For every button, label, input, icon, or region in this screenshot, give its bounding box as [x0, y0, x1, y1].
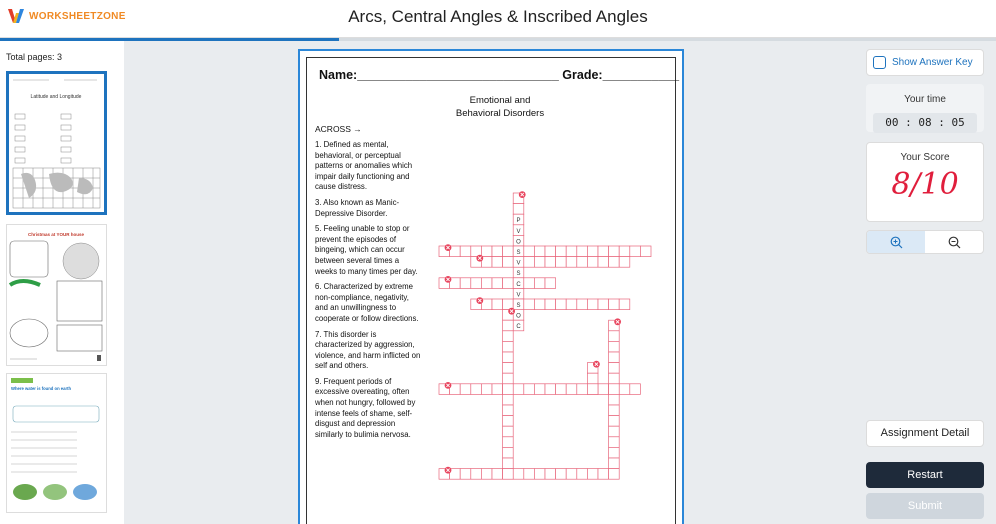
zoom-controls: [866, 230, 984, 254]
page-title: Arcs, Central Angles & Inscribed Angles: [348, 7, 648, 26]
crossword-cell-down[interactable]: [503, 341, 514, 352]
name-grade-line: Name:_____________________________ Grade:___________: [319, 68, 680, 82]
crossword-cell-down[interactable]: [503, 405, 514, 416]
top-header: [0, 0, 996, 38]
crossword-cell-down[interactable]: [609, 341, 620, 352]
crossword-cell-down[interactable]: [587, 373, 598, 384]
crossword-cell-across[interactable]: [556, 299, 567, 310]
crossword-cell-down[interactable]: [609, 331, 620, 342]
show-answer-key-label: Show Answer Key: [892, 57, 973, 68]
crossword-cell-across[interactable]: [545, 384, 556, 395]
thumbnail-page-1-preview: [9, 74, 104, 212]
score-panel: [866, 142, 984, 222]
worksheet-title: Emotional and Behavioral Disorders: [455, 95, 545, 119]
crossword-cell-across[interactable]: [598, 299, 609, 310]
submit-button: Submit: [866, 493, 984, 519]
wrong-answer-icon: [445, 467, 452, 474]
crossword-cell-across[interactable]: [556, 246, 567, 257]
crossword-cell-across[interactable]: [556, 257, 567, 268]
crossword-cell-across[interactable]: [481, 278, 492, 289]
wrong-answer-icon: [508, 308, 515, 315]
crossword-cell-across[interactable]: [481, 384, 492, 395]
crossword-cell-down[interactable]: [609, 458, 620, 469]
zoom-in-button[interactable]: [867, 231, 925, 253]
wrong-answer-icon: [614, 318, 621, 325]
clue-6: 6. Characterized by extreme non-compliance, negativity, and an unwillingness to cooperate or follow directions.: [315, 282, 419, 323]
crossword-cell-across[interactable]: [503, 278, 514, 289]
crossword-cell-down[interactable]: [609, 405, 620, 416]
crossword-cell-across[interactable]: [609, 299, 620, 310]
crossword-cell-across[interactable]: [534, 469, 545, 480]
crossword-cell-across[interactable]: [577, 469, 588, 480]
thumbnail-page-3[interactable]: [6, 373, 107, 513]
crossword-cell-across[interactable]: [587, 257, 598, 268]
wrong-answer-icon: [593, 361, 600, 368]
crossword-cell-down[interactable]: [587, 384, 598, 395]
crossword-cell-across[interactable]: [577, 246, 588, 257]
crossword-cell-across[interactable]: [481, 469, 492, 480]
crossword-cell-across[interactable]: [598, 257, 609, 268]
crossword-cell-across[interactable]: [556, 469, 567, 480]
wrong-answer-icon: [476, 255, 483, 262]
crossword-cell-across[interactable]: [534, 299, 545, 310]
clue-9: 9. Frequent periods of excessive overeating, often when not hungry, followed by intense feels of shame, self-disgust and depression similarly to bulimia nervosa.: [315, 376, 416, 439]
crossword-cell-across[interactable]: [619, 299, 630, 310]
timer-display: 00 : 08 : 05: [873, 113, 977, 133]
crossword-cell-down[interactable]: [503, 458, 514, 469]
crossword-cell-across[interactable]: [492, 246, 503, 257]
crossword-cell-down[interactable]: [503, 352, 514, 363]
thumbnail-page-1[interactable]: [6, 71, 107, 215]
crossword-cell-across[interactable]: [492, 299, 503, 310]
answer-key-checkbox[interactable]: [873, 56, 886, 69]
crossword-cell-across[interactable]: [545, 246, 556, 257]
crossword-letter: S: [516, 271, 521, 278]
assignment-detail-button[interactable]: Assignment Detail: [866, 420, 984, 447]
your-score-label: Your Score: [900, 152, 950, 163]
crossword-cell-across[interactable]: [460, 278, 471, 289]
crossword-cell-across[interactable]: [587, 469, 598, 480]
clue-7: 7. This disorder is characterized by aggression, violence, and harm inflicted on self and others.: [315, 329, 421, 371]
wrong-answer-icon: [445, 244, 452, 251]
thumbnail-page-1-title: Latitude and Longitude: [30, 94, 82, 100]
crossword-letter: V: [516, 260, 521, 267]
crossword-letter: V: [516, 292, 521, 299]
crossword-cell-down[interactable]: [609, 352, 620, 363]
crossword-cell-down[interactable]: [503, 447, 514, 458]
crossword-cell-across[interactable]: [471, 278, 482, 289]
crossword-cell-across[interactable]: [598, 246, 609, 257]
crossword-cell-across[interactable]: [524, 257, 535, 268]
crossword-cell-across[interactable]: [534, 384, 545, 395]
page-thumbnail-sidebar: [0, 41, 124, 524]
crossword-cell-across[interactable]: [513, 469, 524, 480]
crossword-letter: O: [516, 239, 521, 246]
worksheet-border: [306, 57, 680, 524]
crossword-cell-across[interactable]: [587, 246, 598, 257]
crossword-cell-across[interactable]: [566, 246, 577, 257]
crossword-letter: S: [516, 302, 521, 309]
crossword-cell-across[interactable]: [545, 469, 556, 480]
thumbnail-page-2-preview: [7, 225, 106, 365]
crossword-cell-across[interactable]: [534, 246, 545, 257]
right-sidebar: [860, 41, 996, 524]
crossword-cell-down[interactable]: [503, 416, 514, 427]
thumbnail-page-3-title: Where water is found on earth: [11, 386, 72, 391]
crossword-cell-down[interactable]: [503, 363, 514, 374]
logo-text: WORKSHEETZONE: [29, 10, 126, 22]
crossword-cell-across[interactable]: [524, 299, 535, 310]
crossword-cell-across[interactable]: [619, 246, 630, 257]
crossword-cell-across[interactable]: [524, 469, 535, 480]
crossword-letter: O: [516, 313, 521, 320]
crossword-letter: C: [516, 281, 521, 288]
crossword-cell-across[interactable]: [471, 384, 482, 395]
clue-3: 3. Also known as Manic-Depressive Disorder.: [315, 197, 400, 218]
crossword-cell-across[interactable]: [566, 384, 577, 395]
crossword-cell-across[interactable]: [460, 246, 471, 257]
crossword-letter: P: [516, 218, 521, 225]
clue-5: 5. Feeling unable to stop or prevent the episodes of bingeing, which can occur between several times a weeks to many times per day.: [315, 224, 418, 276]
thumbnail-page-3-preview: [7, 374, 106, 512]
crossword-cell-across[interactable]: [545, 257, 556, 268]
show-answer-key-toggle[interactable]: [866, 49, 984, 76]
crossword-cell-down[interactable]: [503, 331, 514, 342]
crossword-cell-across[interactable]: [619, 384, 630, 395]
zoom-out-button[interactable]: [925, 231, 983, 253]
crossword-cell-across[interactable]: [492, 469, 503, 480]
crossword-cell-down[interactable]: [503, 373, 514, 384]
wrong-answer-icon: [476, 297, 483, 304]
crossword-cell-across[interactable]: [524, 246, 535, 257]
wrong-answer-icon: [519, 191, 526, 198]
crossword-cell-down[interactable]: [609, 469, 620, 480]
crossword-cell-across[interactable]: [460, 384, 471, 395]
crossword-cell-across[interactable]: [566, 257, 577, 268]
crossword-cell-across[interactable]: [492, 278, 503, 289]
crossword-cell-across[interactable]: [534, 278, 545, 289]
clue-1: 1. Defined as mental, behavioral, or perceptual patterns or anomalies which impair daily functioning and cause distress.: [315, 140, 413, 192]
crossword-cell-across[interactable]: [534, 257, 545, 268]
total-pages-label: Total pages: 3: [6, 52, 63, 62]
crossword-cell-across[interactable]: [471, 469, 482, 480]
crossword-cell-across[interactable]: [460, 469, 471, 480]
crossword-cell-across[interactable]: [577, 257, 588, 268]
crossword-cell-across[interactable]: [619, 257, 630, 268]
wrong-answer-icon: [445, 382, 452, 389]
crossword-cell-across[interactable]: [524, 384, 535, 395]
crossword-cell-across[interactable]: [630, 384, 641, 395]
crossword-cell-down[interactable]: [503, 320, 514, 331]
crossword-cell-down[interactable]: [513, 204, 524, 215]
crossword-cell-down[interactable]: [503, 426, 514, 437]
across-heading: ACROSS →: [315, 124, 362, 134]
crossword-cell-down[interactable]: [609, 426, 620, 437]
crossword-cell-across[interactable]: [503, 257, 514, 268]
zoom-out-icon: [948, 236, 961, 249]
thumbnail-page-2[interactable]: [6, 224, 107, 366]
restart-button[interactable]: Restart: [866, 462, 984, 488]
thumbnail-page-2-title: Christmas at YOUR house: [28, 232, 84, 237]
crossword-cell-across[interactable]: [492, 384, 503, 395]
crossword-cell-across[interactable]: [545, 278, 556, 289]
crossword-cell-down[interactable]: [609, 394, 620, 405]
crossword-cell-across[interactable]: [609, 257, 620, 268]
crossword-cell-down[interactable]: [609, 373, 620, 384]
crossword-cell-down[interactable]: [609, 437, 620, 448]
crossword-cell-across[interactable]: [503, 246, 514, 257]
crossword-cell-across[interactable]: [598, 384, 609, 395]
crossword-cell-down[interactable]: [609, 363, 620, 374]
crossword-cell-across[interactable]: [609, 246, 620, 257]
crossword-cell-down[interactable]: [503, 469, 514, 480]
score-value: 8/10: [891, 167, 959, 202]
worksheet-page: [298, 49, 684, 524]
your-time-label: Your time: [904, 94, 946, 105]
worksheet-viewer[interactable]: [124, 41, 860, 524]
crossword-letter: V: [516, 228, 521, 235]
crossword-letter: S: [516, 249, 521, 256]
crossword-cell-down[interactable]: [609, 447, 620, 458]
crossword-cell-across[interactable]: [513, 384, 524, 395]
crossword-cell-down[interactable]: [503, 384, 514, 395]
crossword-letter: C: [516, 324, 521, 331]
crossword-cell-down[interactable]: [609, 416, 620, 427]
crossword-cell-across[interactable]: [492, 257, 503, 268]
crossword-cell-across[interactable]: [577, 384, 588, 395]
crossword-cell-across[interactable]: [587, 299, 598, 310]
zoom-in-icon: [890, 236, 903, 249]
time-panel: [866, 84, 984, 132]
crossword-cell-down[interactable]: [503, 437, 514, 448]
crossword-cell-across[interactable]: [630, 246, 641, 257]
crossword-cell-down[interactable]: [609, 384, 620, 395]
crossword-cell-down[interactable]: [503, 394, 514, 405]
crossword-cell-across[interactable]: [545, 299, 556, 310]
crossword-cell-across[interactable]: [598, 469, 609, 480]
wrong-answer-icon: [445, 276, 452, 283]
crossword-cell-across[interactable]: [556, 384, 567, 395]
crossword-cell-across[interactable]: [524, 278, 535, 289]
crossword-cell-across[interactable]: [577, 299, 588, 310]
crossword-cell-across[interactable]: [640, 246, 651, 257]
crossword-cell-across[interactable]: [481, 246, 492, 257]
crossword-cell-across[interactable]: [566, 469, 577, 480]
crossword-grid[interactable]: [307, 58, 687, 518]
crossword-cell-across[interactable]: [566, 299, 577, 310]
